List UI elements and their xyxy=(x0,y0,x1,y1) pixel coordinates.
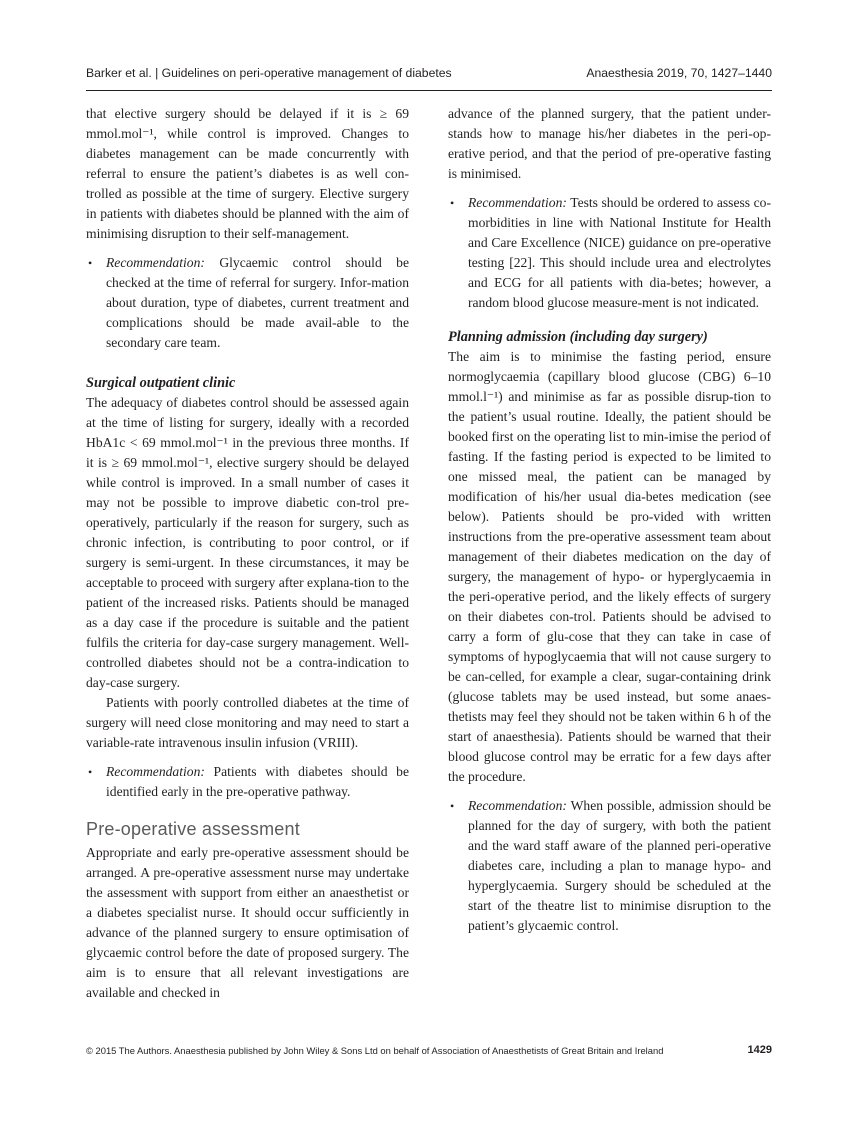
paragraph: that elective surgery should be delayed if it is ≥ 69 mmol.mol⁻¹, while control is improved. Changes to diabetes management can be made concurrently with referral to ensure the patient’s diabetes is as well con-trolled as possible at the time of surgery. Elective surgery in patients with diabetes should be planned with the aim of minimising disruption to their self-management. xyxy=(86,106,409,241)
recommendation-label: Recommendation: xyxy=(106,764,205,779)
recommendation-text: When possible, admission should be planned for the day of surgery, with both the patient and the ward staff aware of the planned peri-operative diabetes care, including a plan to manage hypo- and hyperglycaemia. Surgery should be scheduled at the start of the theatre list to minimise disruption to the patient’s glycaemic control. xyxy=(468,798,771,933)
paragraph: Appropriate and early pre-operative assessment should be arranged. A pre-operative assessment nurse may undertake the assessment with support from either an anaesthetist or a diabetes specialist nurse. It should occur sufficiently in advance of the planned surgery to ensure optimisation of glycaemic control before the date of proposed surgery. The aim is to ensure that all relevant investigations are available and checked in xyxy=(86,845,409,1000)
paragraph: The aim is to minimise the fasting period, ensure normoglycaemia (capillary blood glucose (CBG) 6–10 mmol.l⁻¹) and minimise as far as possible disrup-tion to the patient’s usual routine. Ideally, the patient should be booked first on the operating list to min-imise the period of fasting. If the fasting period is expected to be limited to one missed meal, the patient can be managed by modification of his/her usual dia-betes medication (see below). Patients should be pro-vided with written instructions from the pre-operative assessment team about management of their diabetes medication on the day of surgery, the management of hypo- or hyperglycaemia in the peri-operative period, and the likely effects of surgery on their diabetes con-trol. Patients should be advised to carry a form of glu-cose that they can take in case of symptoms of hypoglycaemia that will not cause surgery to be can-celled, for example a clear, sugar-containing drink (glucose tablets may be used instead, but some anaes-thetists may feel they should not be taken within 6 h of the start of anaesthesia). Patients should be warned that their blood glucose control may be erratic for a few days after the procedure. xyxy=(448,349,771,784)
paragraph: The adequacy of diabetes control should be assessed again at the time of listing for surgery, ideally with a recorded HbA1c < 69 mmol.mol⁻¹ in the previous three months. If it is ≥ 69 mmol.mol⁻¹, elective surgery should be delayed while control is improved. In a small number of cases it may not be possible to improve diabetic con-trol pre-operatively, particularly if the reason for surgery, such as chronic infection, is contributing to poor control, or if surgery is semi-urgent. In these circumstances, it may be acceptable to proceed with surgery after explana-tion to the patient of the increased risks. Patients should be managed as a day case if the procedure is suitable and the patient fulfils the criteria for day-case surgery management. Well-controlled diabetes should not be a contra-indication to day-case surgery. xyxy=(86,395,409,690)
recommendation xyxy=(448,796,771,936)
header-journal-citation: Anaesthesia 2019, 70, 1427–1440 xyxy=(586,66,772,80)
recommendation-label: Recommendation: xyxy=(468,195,567,210)
bullet-icon: • xyxy=(450,799,455,813)
header-divider xyxy=(86,90,772,91)
bullet-icon: • xyxy=(450,196,455,210)
left-column xyxy=(86,104,409,1003)
paragraph: advance of the planned surgery, that the patient under-stands how to manage his/her diabetes in the peri-op-erative period, and that the period of pre-operative fasting is minimised. xyxy=(448,106,771,181)
recommendation xyxy=(448,193,771,313)
subsection-heading: Planning admission (including day surgery) xyxy=(448,329,708,345)
recommendation-label: Recommendation: xyxy=(468,798,567,813)
header-authors-title: Barker et al. | Guidelines on peri-operative management of diabetes xyxy=(86,66,452,80)
bullet-icon: • xyxy=(88,256,93,270)
recommendation-text: Glycaemic control should be checked at the time of referral for surgery. Infor-mation about duration, type of diabetes, current treatment and complications should be made avail-able to the secondary care team. xyxy=(106,255,409,350)
recommendation-text: Patients with diabetes should be identified early in the pre-operative pathway. xyxy=(106,764,409,799)
page-number: 1429 xyxy=(747,1044,772,1056)
right-column xyxy=(448,104,771,946)
recommendation-text: Tests should be ordered to assess co-morbidities in line with National Institute for Health and Care Excellence (NICE) guidance on pre-operative testing [22]. This should include urea and electrolytes and ECG for all patients with dia-betes; however, a random blood glucose measure-ment is not indicated. xyxy=(468,195,771,310)
bullet-icon: • xyxy=(88,765,93,779)
recommendation xyxy=(86,253,409,353)
recommendation-label: Recommendation: xyxy=(106,255,205,270)
page-footer xyxy=(86,1045,772,1059)
recommendation xyxy=(86,762,409,802)
copyright-notice: © 2015 The Authors. Anaesthesia published by John Wiley & Sons Ltd on behalf of Association of Anaesthetists of Great Britain and Ireland xyxy=(86,1045,664,1056)
running-header xyxy=(86,66,772,82)
section-heading: Pre-operative assessment xyxy=(86,819,300,839)
paragraph: Patients with poorly controlled diabetes at the time of surgery will need close monitoring and may need to start a variable-rate intravenous insulin infusion (VRIII). xyxy=(86,695,409,750)
subsection-heading: Surgical outpatient clinic xyxy=(86,375,236,391)
